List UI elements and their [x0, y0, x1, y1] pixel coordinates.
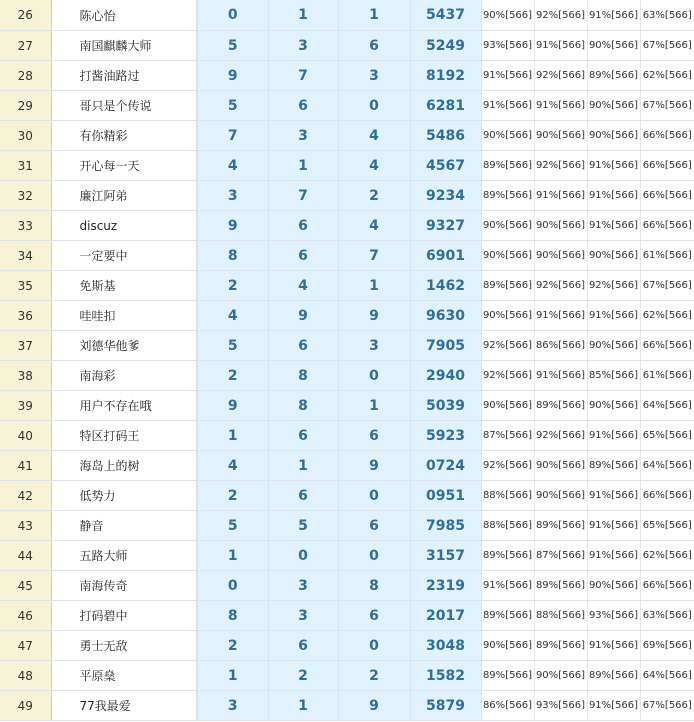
row-index: 29 [0, 91, 51, 121]
number-value: 7905 [410, 331, 481, 361]
table-row [0, 91, 694, 121]
stat-1: 91%[566] [481, 91, 534, 121]
digit-2: 2 [268, 661, 338, 691]
stat-3: 91%[566] [587, 421, 640, 451]
user-name[interactable]: 陈心怡 [51, 0, 197, 31]
stat-2: 89%[566] [534, 511, 587, 541]
stat-3: 91%[566] [587, 511, 640, 541]
digit-3: 7 [338, 241, 410, 271]
user-name[interactable]: 开心每一天 [51, 151, 197, 181]
row-index: 40 [0, 421, 51, 451]
digit-1: 4 [197, 151, 268, 181]
digit-2: 7 [268, 61, 338, 91]
stat-4: 67%[566] [640, 691, 694, 721]
stat-1: 90%[566] [481, 631, 534, 661]
table-row [0, 151, 694, 181]
digit-2: 1 [268, 0, 338, 31]
user-name[interactable]: 南国麒麟大师 [51, 31, 197, 61]
table-row [0, 661, 694, 691]
digit-1: 0 [197, 571, 268, 601]
digit-1: 5 [197, 331, 268, 361]
digit-2: 0 [268, 541, 338, 571]
digit-2: 6 [268, 631, 338, 661]
stat-1: 89%[566] [481, 541, 534, 571]
stat-3: 90%[566] [587, 571, 640, 601]
number-value: 2940 [410, 361, 481, 391]
number-value: 3048 [410, 631, 481, 661]
digit-3: 3 [338, 331, 410, 361]
digit-1: 2 [197, 361, 268, 391]
stat-1: 88%[566] [481, 481, 534, 511]
stat-4: 63%[566] [640, 0, 694, 31]
stat-3: 92%[566] [587, 271, 640, 301]
digit-3: 0 [338, 631, 410, 661]
digit-2: 6 [268, 211, 338, 241]
stat-4: 66%[566] [640, 571, 694, 601]
number-value: 9234 [410, 181, 481, 211]
stat-1: 90%[566] [481, 0, 534, 31]
stat-4: 67%[566] [640, 271, 694, 301]
stat-4: 66%[566] [640, 481, 694, 511]
number-value: 5923 [410, 421, 481, 451]
digit-3: 9 [338, 301, 410, 331]
stat-2: 91%[566] [534, 301, 587, 331]
digit-1: 1 [197, 541, 268, 571]
stat-4: 65%[566] [640, 511, 694, 541]
stat-4: 66%[566] [640, 181, 694, 211]
stat-4: 65%[566] [640, 421, 694, 451]
table-row [0, 451, 694, 481]
digit-3: 0 [338, 541, 410, 571]
digit-3: 6 [338, 31, 410, 61]
stat-1: 89%[566] [481, 181, 534, 211]
row-index: 30 [0, 121, 51, 151]
stat-4: 61%[566] [640, 361, 694, 391]
number-value: 0724 [410, 451, 481, 481]
number-value: 5486 [410, 121, 481, 151]
stat-4: 62%[566] [640, 541, 694, 571]
stat-4: 64%[566] [640, 451, 694, 481]
row-index: 26 [0, 0, 51, 31]
digit-3: 6 [338, 421, 410, 451]
stat-1: 89%[566] [481, 271, 534, 301]
digit-2: 1 [268, 151, 338, 181]
row-index: 49 [0, 691, 51, 721]
stat-1: 93%[566] [481, 31, 534, 61]
user-name[interactable]: 廉江阿弟 [51, 181, 197, 211]
stat-2: 86%[566] [534, 331, 587, 361]
stat-3: 91%[566] [587, 181, 640, 211]
number-value: 5039 [410, 391, 481, 421]
number-value: 2017 [410, 601, 481, 631]
table-row [0, 361, 694, 391]
digit-2: 1 [268, 691, 338, 721]
digit-1: 2 [197, 271, 268, 301]
user-name[interactable]: 刘德华他爹 [51, 331, 197, 361]
stat-4: 66%[566] [640, 121, 694, 151]
digit-2: 6 [268, 481, 338, 511]
digit-1: 1 [197, 661, 268, 691]
digit-3: 2 [338, 181, 410, 211]
row-index: 47 [0, 631, 51, 661]
user-name[interactable]: 77我最爱 [51, 691, 197, 721]
row-index: 33 [0, 211, 51, 241]
stat-1: 87%[566] [481, 421, 534, 451]
number-value: 7985 [410, 511, 481, 541]
table-row [0, 601, 694, 631]
stat-1: 88%[566] [481, 511, 534, 541]
table-row [0, 121, 694, 151]
user-name[interactable]: 低势力 [51, 481, 197, 511]
digit-1: 1 [197, 421, 268, 451]
digit-1: 2 [197, 481, 268, 511]
row-index: 28 [0, 61, 51, 91]
row-index: 37 [0, 331, 51, 361]
stat-2: 92%[566] [534, 0, 587, 31]
user-name[interactable]: 哥只是个传说 [51, 91, 197, 121]
digit-2: 3 [268, 121, 338, 151]
number-value: 6901 [410, 241, 481, 271]
stat-2: 88%[566] [534, 601, 587, 631]
table-row [0, 61, 694, 91]
user-name[interactable]: 用户不存在哦 [51, 391, 197, 421]
stat-1: 90%[566] [481, 241, 534, 271]
table-row [0, 301, 694, 331]
stat-1: 92%[566] [481, 331, 534, 361]
stat-4: 62%[566] [640, 301, 694, 331]
row-index: 36 [0, 301, 51, 331]
stat-1: 92%[566] [481, 451, 534, 481]
stat-2: 92%[566] [534, 421, 587, 451]
stat-1: 90%[566] [481, 301, 534, 331]
stat-3: 91%[566] [587, 631, 640, 661]
stat-1: 89%[566] [481, 661, 534, 691]
digit-1: 9 [197, 391, 268, 421]
row-index: 44 [0, 541, 51, 571]
stat-4: 64%[566] [640, 661, 694, 691]
number-value: 1582 [410, 661, 481, 691]
stat-1: 86%[566] [481, 691, 534, 721]
user-name[interactable]: 打码碧中 [51, 601, 197, 631]
digit-2: 3 [268, 601, 338, 631]
stat-4: 62%[566] [640, 61, 694, 91]
table-row [0, 571, 694, 601]
stat-4: 61%[566] [640, 241, 694, 271]
stat-3: 90%[566] [587, 241, 640, 271]
digit-3: 1 [338, 0, 410, 31]
number-value: 2319 [410, 571, 481, 601]
stat-3: 85%[566] [587, 361, 640, 391]
user-name[interactable]: discuz [51, 211, 197, 241]
stat-3: 90%[566] [587, 331, 640, 361]
digit-2: 3 [268, 571, 338, 601]
table-row [0, 271, 694, 301]
number-value: 4567 [410, 151, 481, 181]
row-index: 46 [0, 601, 51, 631]
row-index: 45 [0, 571, 51, 601]
stat-2: 92%[566] [534, 271, 587, 301]
table-row [0, 511, 694, 541]
digit-2: 1 [268, 451, 338, 481]
stat-4: 66%[566] [640, 211, 694, 241]
digit-2: 6 [268, 91, 338, 121]
digit-1: 0 [197, 0, 268, 31]
user-name[interactable]: 勇士无敌 [51, 631, 197, 661]
table-row [0, 211, 694, 241]
table-row [0, 331, 694, 361]
digit-3: 1 [338, 271, 410, 301]
stat-2: 89%[566] [534, 631, 587, 661]
digit-3: 9 [338, 691, 410, 721]
digit-2: 8 [268, 361, 338, 391]
user-name[interactable]: 特区打码王 [51, 421, 197, 451]
digit-2: 7 [268, 181, 338, 211]
digit-3: 3 [338, 61, 410, 91]
stat-2: 90%[566] [534, 211, 587, 241]
digit-1: 3 [197, 691, 268, 721]
stat-2: 90%[566] [534, 241, 587, 271]
number-value: 3157 [410, 541, 481, 571]
digit-1: 7 [197, 121, 268, 151]
digit-3: 8 [338, 571, 410, 601]
digit-1: 8 [197, 601, 268, 631]
stat-2: 91%[566] [534, 361, 587, 391]
stat-2: 91%[566] [534, 91, 587, 121]
user-name[interactable]: 免斯基 [51, 271, 197, 301]
stat-2: 91%[566] [534, 31, 587, 61]
digit-2: 3 [268, 31, 338, 61]
stat-4: 64%[566] [640, 391, 694, 421]
table-row [0, 391, 694, 421]
stat-3: 90%[566] [587, 391, 640, 421]
number-value: 6281 [410, 91, 481, 121]
stat-4: 67%[566] [640, 31, 694, 61]
digit-3: 0 [338, 481, 410, 511]
stat-3: 93%[566] [587, 601, 640, 631]
row-index: 39 [0, 391, 51, 421]
stat-2: 87%[566] [534, 541, 587, 571]
stat-3: 91%[566] [587, 0, 640, 31]
stat-2: 90%[566] [534, 451, 587, 481]
user-name[interactable]: 南海传奇 [51, 571, 197, 601]
user-name[interactable]: 五路大师 [51, 541, 197, 571]
digit-3: 4 [338, 151, 410, 181]
digit-2: 9 [268, 301, 338, 331]
stat-2: 92%[566] [534, 151, 587, 181]
stat-2: 89%[566] [534, 391, 587, 421]
stat-1: 89%[566] [481, 601, 534, 631]
digit-3: 6 [338, 511, 410, 541]
digit-2: 6 [268, 331, 338, 361]
stat-3: 90%[566] [587, 91, 640, 121]
digit-3: 2 [338, 661, 410, 691]
digit-2: 6 [268, 241, 338, 271]
stat-3: 89%[566] [587, 451, 640, 481]
row-index: 43 [0, 511, 51, 541]
table-row [0, 0, 694, 31]
stat-2: 92%[566] [534, 61, 587, 91]
stat-4: 66%[566] [640, 151, 694, 181]
digit-3: 4 [338, 211, 410, 241]
number-value: 9630 [410, 301, 481, 331]
number-value: 1462 [410, 271, 481, 301]
table-row [0, 631, 694, 661]
digit-1: 9 [197, 61, 268, 91]
table-row [0, 241, 694, 271]
number-value: 5249 [410, 31, 481, 61]
digit-2: 5 [268, 511, 338, 541]
table-row [0, 421, 694, 451]
stat-2: 90%[566] [534, 121, 587, 151]
stat-3: 91%[566] [587, 481, 640, 511]
number-value: 5437 [410, 0, 481, 31]
user-name[interactable]: 平原燊 [51, 661, 197, 691]
digit-1: 9 [197, 211, 268, 241]
row-index: 34 [0, 241, 51, 271]
stat-1: 90%[566] [481, 211, 534, 241]
number-value: 8192 [410, 61, 481, 91]
table-row [0, 541, 694, 571]
table-row [0, 481, 694, 511]
row-index: 32 [0, 181, 51, 211]
user-name[interactable]: 有你精彩 [51, 121, 197, 151]
user-name[interactable]: 一定要中 [51, 241, 197, 271]
stat-1: 89%[566] [481, 151, 534, 181]
row-index: 41 [0, 451, 51, 481]
table-row [0, 691, 694, 721]
digit-1: 3 [197, 181, 268, 211]
user-name[interactable]: 海岛上的树 [51, 451, 197, 481]
digit-1: 4 [197, 301, 268, 331]
digit-3: 6 [338, 601, 410, 631]
number-value: 5879 [410, 691, 481, 721]
user-name[interactable]: 哇哇扣 [51, 301, 197, 331]
stat-3: 90%[566] [587, 31, 640, 61]
digit-1: 5 [197, 511, 268, 541]
stat-4: 69%[566] [640, 631, 694, 661]
stat-1: 90%[566] [481, 391, 534, 421]
table-row [0, 181, 694, 211]
stat-3: 89%[566] [587, 661, 640, 691]
stat-3: 90%[566] [587, 121, 640, 151]
digit-2: 8 [268, 391, 338, 421]
digit-2: 4 [268, 271, 338, 301]
user-name[interactable]: 静音 [51, 511, 197, 541]
stat-1: 92%[566] [481, 361, 534, 391]
stat-3: 91%[566] [587, 151, 640, 181]
number-value: 9327 [410, 211, 481, 241]
row-index: 35 [0, 271, 51, 301]
stat-1: 90%[566] [481, 121, 534, 151]
row-index: 38 [0, 361, 51, 391]
digit-1: 2 [197, 631, 268, 661]
digit-3: 9 [338, 451, 410, 481]
user-name[interactable]: 南海彩 [51, 361, 197, 391]
row-index: 31 [0, 151, 51, 181]
stat-3: 91%[566] [587, 691, 640, 721]
stat-3: 91%[566] [587, 541, 640, 571]
stat-4: 63%[566] [640, 601, 694, 631]
stat-2: 91%[566] [534, 181, 587, 211]
digit-3: 1 [338, 391, 410, 421]
digit-1: 8 [197, 241, 268, 271]
stat-2: 93%[566] [534, 691, 587, 721]
stat-2: 90%[566] [534, 481, 587, 511]
row-index: 27 [0, 31, 51, 61]
stat-2: 89%[566] [534, 571, 587, 601]
row-index: 42 [0, 481, 51, 511]
stat-3: 91%[566] [587, 301, 640, 331]
digit-3: 0 [338, 361, 410, 391]
number-value: 0951 [410, 481, 481, 511]
stat-3: 89%[566] [587, 61, 640, 91]
digit-2: 6 [268, 421, 338, 451]
stat-1: 91%[566] [481, 61, 534, 91]
table-row [0, 31, 694, 61]
row-index: 48 [0, 661, 51, 691]
stat-3: 91%[566] [587, 211, 640, 241]
digit-1: 4 [197, 451, 268, 481]
stat-1: 91%[566] [481, 571, 534, 601]
stat-2: 90%[566] [534, 661, 587, 691]
digit-1: 5 [197, 91, 268, 121]
stat-4: 67%[566] [640, 91, 694, 121]
user-name[interactable]: 打酱油路过 [51, 61, 197, 91]
digit-1: 5 [197, 31, 268, 61]
digit-3: 4 [338, 121, 410, 151]
stat-4: 66%[566] [640, 331, 694, 361]
digit-3: 0 [338, 91, 410, 121]
